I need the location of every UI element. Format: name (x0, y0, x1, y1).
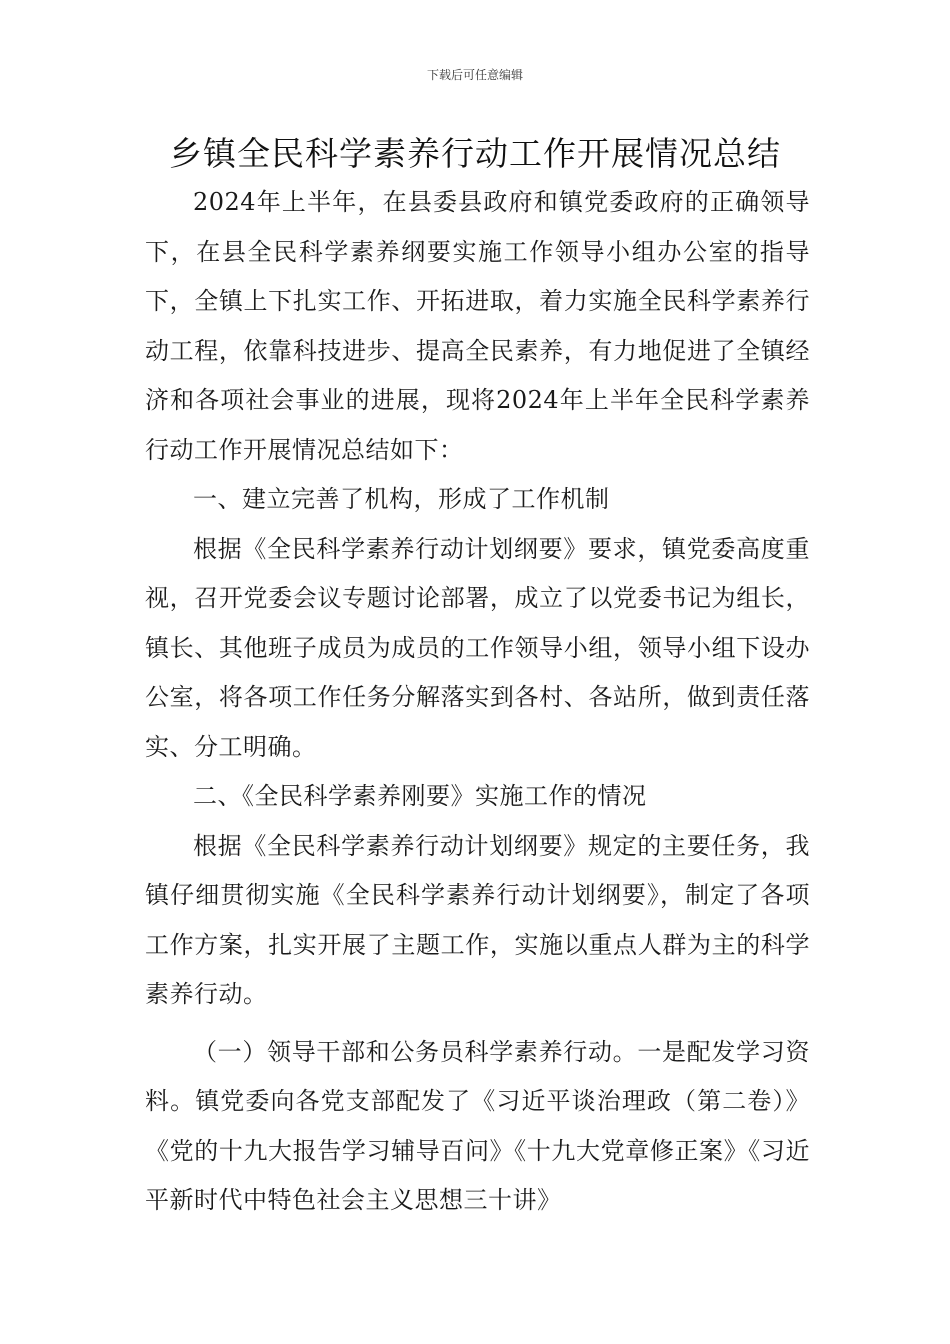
page-header-note: 下载后可任意编辑 (426, 68, 523, 82)
section-2-subsection-1-paragraph: （一）领导干部和公务员科学素养行动。一是配发学习资料。镇党委向各党支部配发了《习近平谈治理政（第二卷）》《党的十九大报告学习辅导百问》《十九大党章修正案》《习近平新时代中特色社会主义思想三十讲》 (145, 1037, 810, 1214)
section-1-paragraph: 根据《全民科学素养行动计划纲要》要求，镇党委高度重视，召开党委会议专题讨论部署，成立了以党委书记为组长，镇长、其他班子成员为成员的工作领导小组，领导小组下设办公室，将各项工作任务分解落实到各村、各站所，做到责任落实、分工明确。 (145, 534, 810, 761)
paragraph-gap (145, 1020, 810, 1028)
document-title: 乡镇全民科学素养行动工作开展情况总结 (169, 134, 781, 173)
intro-paragraph: 2024年上半年，在县委县政府和镇党委政府的正确领导下，在县全民科学素养纲要实施工作领导小组办公室的指导下，全镇上下扎实工作、开拓进取，着力实施全民科学素养行动工程，依靠科技进步、提高全民素养，有力地促进了全镇经济和各项社会事业的进展，现将2024年上半年全民科学素养行动工作开展情况总结如下： (145, 188, 810, 464)
section-2-paragraph: 根据《全民科学素养行动计划纲要》规定的主要任务，我镇仔细贯彻实施《全民科学素养行动计划纲要》，制定了各项工作方案，扎实开展了主题工作，实施以重点人群为主的科学素养行动。 (145, 831, 810, 1008)
document-body (145, 178, 810, 1226)
section-1-heading: 一、建立完善了机构，形成了工作机制 (193, 485, 610, 513)
section-2-heading: 二、《全民科学素养刚要》实施工作的情况 (193, 782, 647, 810)
